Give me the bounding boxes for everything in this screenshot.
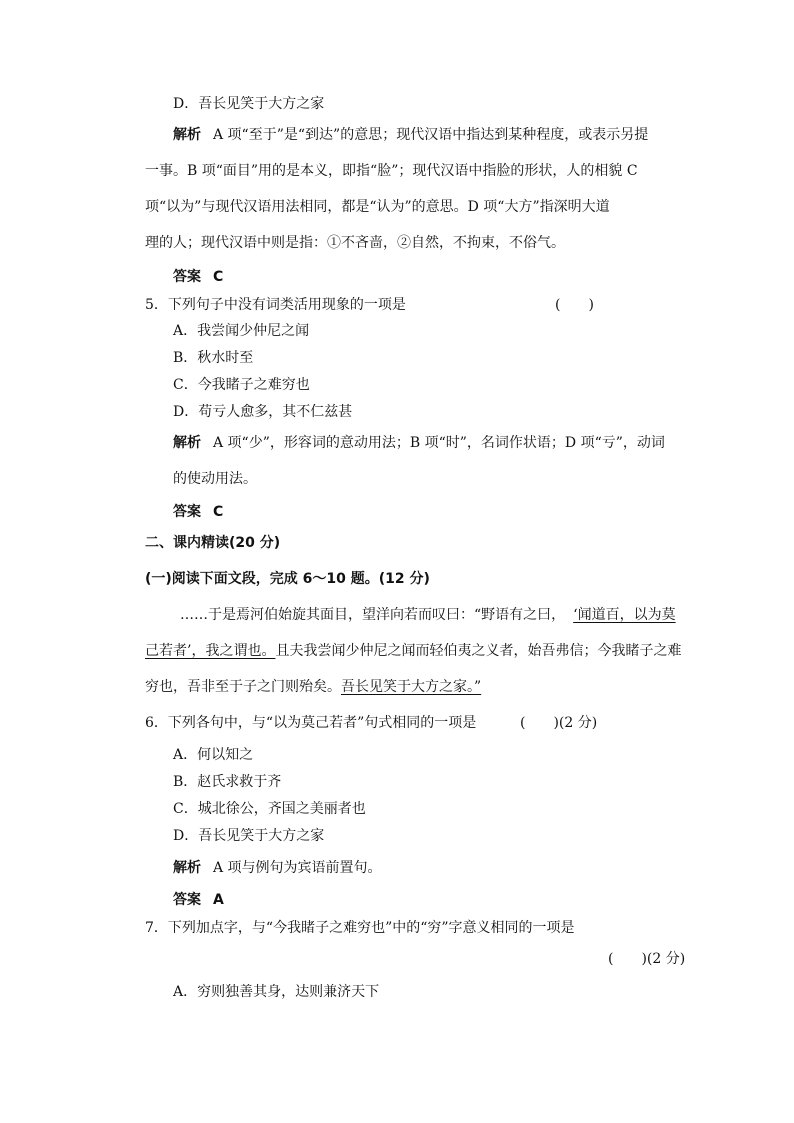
passage-text: ……于是焉河伯始旋其面目，望洋向若而叹曰：“野语有之曰， [180,607,566,623]
analysis-text: A 项与例句为宾语前置句。 [213,860,382,876]
q6-option-d: D．吾长见笑于大方之家 [173,828,325,844]
answer-label: 答案 [173,269,201,285]
q5-option-c: C．今我睹子之难穷也 [173,377,310,393]
q5-answer-paren: ( ) [555,297,594,313]
q6-option-c: C．城北徐公，齐国之美丽者也 [173,801,366,817]
passage-underlined: ‘闻道百，以为莫 [573,607,676,623]
q4-answer [173,268,223,286]
q5-answer [173,503,223,521]
section-heading: 二、课内精读(20 分) [145,535,281,551]
q5-question: 5．下列句子中没有词类活用现象的一项是 [145,297,406,313]
q4-analysis-line-3: 项“以为”与现代汉语用法相同，都是“认为”的意思。D 项“大方”指深明大道 [145,199,610,215]
q5-option-b: B．秋水时至 [173,350,254,366]
passage-line-2 [145,642,681,660]
q6-answer [173,891,224,909]
answer-value: A [213,892,224,908]
q4-analysis-line-2: 一事。B 项“面目”用的是本义，即指“脸”；现代汉语中指脸的形状，人的相貌 C [145,163,638,179]
analysis-label: 解析 [173,435,201,451]
q7-answer-paren: ( )(2 分) [608,951,686,967]
answer-value: C [213,504,224,520]
passage-underlined: 己若者’，我之谓也。 [145,643,276,659]
q7-question: 7．下列加点字，与“今我睹子之难穷也”中的“穷”字意义相同的一项是 [145,920,575,936]
passage-underlined: 吾长见笑于大方之家。” [341,679,482,695]
q6-answer-paren: ( )(2 分) [520,715,598,731]
q5-option-d: D．苟亏人愈多，其不仁兹甚 [173,404,353,420]
analysis-label: 解析 [173,860,201,876]
q6-option-b: B．赵氏求救于齐 [173,774,282,790]
passage-text: 且夫我尝闻少仲尼之闻而轻伯夷之义者，始吾弗信；今我睹子之难 [275,643,682,659]
analysis-text: A 项“少”，形容词的意动用法；B 项“时”，名词作状语；D 项“亏”，动词 [213,435,665,451]
passage-text: 穷也，吾非至于子之门则殆矣。 [145,679,341,695]
answer-label: 答案 [173,892,201,908]
q6-option-a: A．何以知之 [173,747,254,763]
q4-analysis-line-4: 理的人；现代汉语中则是指：①不吝啬，②自然，不拘束，不俗气。 [145,235,565,251]
passage-instruction: (一)阅读下面文段，完成 6～10 题。(12 分) [145,571,430,587]
q7-option-a: A．穷则独善其身，达则兼济天下 [173,984,380,1000]
q6-question: 6．下列各句中，与“以为莫己若者”句式相同的一项是 [145,715,477,731]
answer-value: C [213,269,224,285]
passage-line-1 [180,606,676,624]
q5-analysis-line-1 [173,434,665,452]
analysis-label: 解析 [173,127,201,143]
q6-analysis [173,859,382,877]
q4-option-d: D．吾长见笑于大方之家 [173,96,325,112]
passage-line-3 [145,678,481,696]
answer-label: 答案 [173,504,201,520]
q4-analysis-line-1 [173,126,648,144]
q5-analysis-line-2: 的使动用法。 [173,471,257,487]
analysis-text: A 项“至于”是“到达”的意思；现代汉语中指达到某种程度，或表示另提 [213,127,649,143]
q5-option-a: A．我尝闻少仲尼之闻 [173,323,310,339]
